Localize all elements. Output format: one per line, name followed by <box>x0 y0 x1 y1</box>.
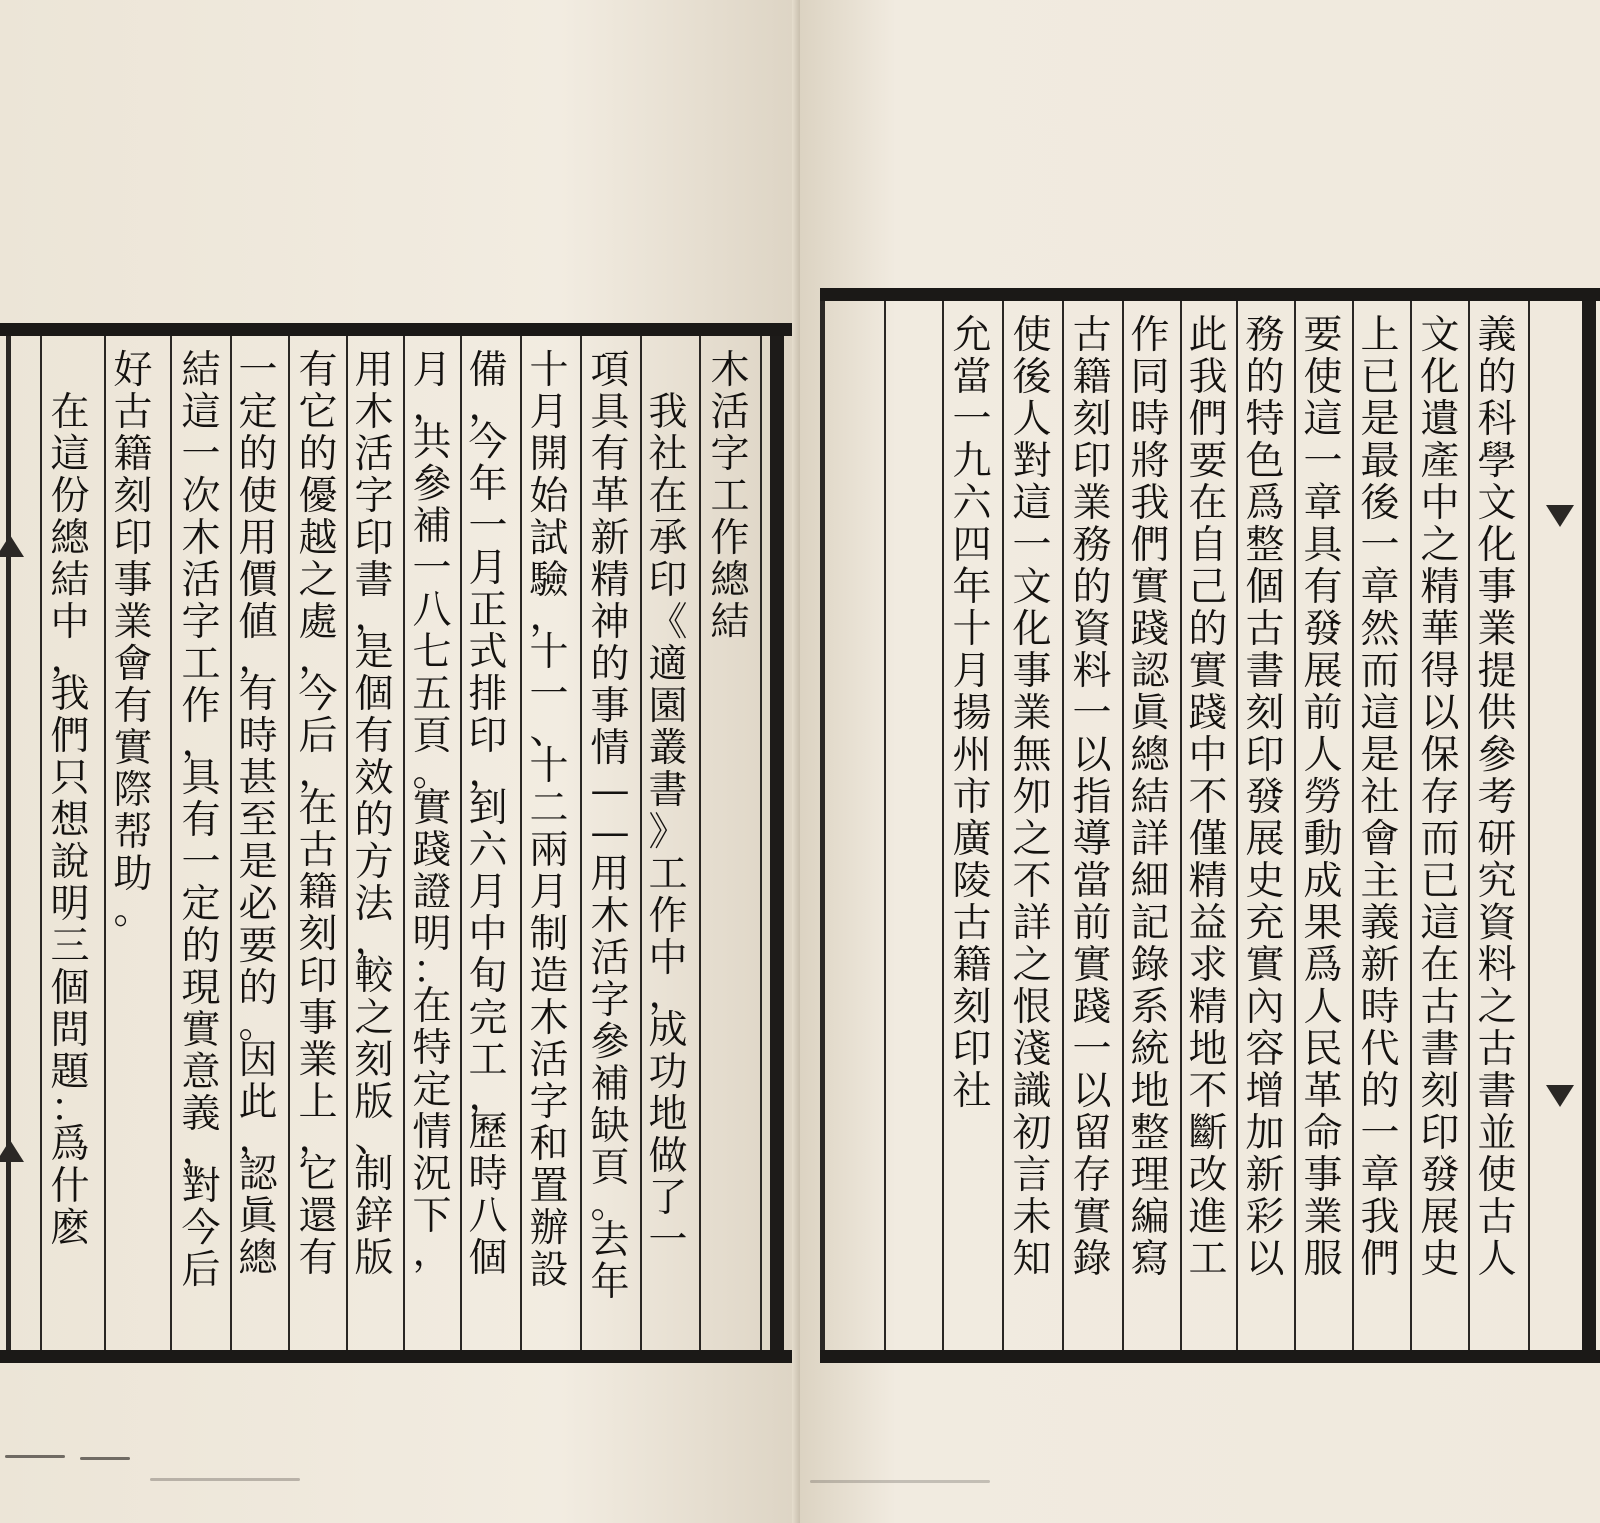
fishtail-mark <box>1546 505 1574 527</box>
frame-border-right <box>770 336 784 1350</box>
column-rule <box>1294 301 1296 1350</box>
fishtail-mark <box>0 1140 24 1162</box>
fishtail-mark <box>1546 1085 1574 1107</box>
column-rule <box>942 301 944 1350</box>
text-column: 結 這 一 次 木 活 字 工 作 ， 具 有 一 定 的 現 實 意 義 ， 對 今 后 <box>181 348 221 1293</box>
column-rule <box>104 336 106 1350</box>
text-column: 古 籍 刻 印 業 務 的 資 料 一 以 指 導 當 前 實 踐 一 以 留 存 實 錄 <box>1072 313 1112 1282</box>
column-rule <box>346 336 348 1350</box>
column-rule <box>288 336 290 1350</box>
column-rule <box>1236 301 1238 1350</box>
text-column: 要 使 這 一 章 具 有 發 展 前 人 勞 動 成 果 爲 人 民 革 命 事 業 服 <box>1303 313 1343 1282</box>
text-column: 義 的 科 學 文 化 事 業 提 供 參 考 研 究 資 料 之 古 書 並 使 古 人 <box>1477 313 1517 1282</box>
column-rule <box>170 336 172 1350</box>
text-column: 十 月 開 始 試 驗 ， 十 一 、 十 二 兩 月 制 造 木 活 字 和 置 辦 設 <box>529 348 569 1293</box>
right-text-frame <box>820 288 1600 1363</box>
text-column: 用 木 活 字 印 書 ， 是 個 有 效 的 方 法 ， 較 之 刻 版 、 制 鋅 版 <box>354 348 394 1281</box>
column-rule <box>640 336 642 1350</box>
text-column: 作 同 時 將 我 們 實 踐 認 眞 總 結 詳 細 記 錄 系 統 地 整 理 編 寫 <box>1130 313 1170 1282</box>
column-rule <box>1352 301 1354 1350</box>
column-rule <box>1468 301 1470 1350</box>
ink-speck <box>810 1480 990 1483</box>
column-rule <box>1062 301 1064 1350</box>
column-rule <box>1122 301 1124 1350</box>
text-column: 務 的 特 色 爲 整 個 古 書 刻 印 發 展 史 充 實 內 容 增 加 新 彩 以 <box>1245 313 1285 1282</box>
column-rule <box>884 301 886 1350</box>
column-rule <box>1528 301 1530 1350</box>
right-columns <box>820 301 1600 1350</box>
ink-speck <box>150 1478 300 1481</box>
frame-border-left <box>6 336 11 1350</box>
column-rule <box>1180 301 1182 1350</box>
text-column: 使 後 人 對 這 一 文 化 事 業 無 夘 之 不 詳 之 恨 淺 識 初 言 未 知 <box>1012 313 1052 1282</box>
frame-border-left <box>820 301 825 1350</box>
column-rule <box>520 336 522 1350</box>
left-columns <box>0 336 800 1350</box>
text-column: 備 ， 今 年 一 月 正 式 排 印 ， 到 六 月 中 旬 完 工 ， 歷 時 八 個 <box>468 348 508 1281</box>
ink-speck <box>80 1457 130 1460</box>
text-column: 月 ， 共 參 補 一 八 七 五 頁 。 實 踐 證 明 ： 在 特 定 情 況 下 ， <box>412 348 452 1275</box>
left-text-frame <box>0 323 800 1363</box>
fishtail-mark <box>0 535 24 557</box>
column-rule <box>230 336 232 1350</box>
column-rule <box>1002 301 1004 1350</box>
text-column: 一 定 的 使 用 價 値 ， 有 時 甚 至 是 必 要 的 。 因 此 ， 認 眞 總 <box>238 348 278 1281</box>
column-rule <box>1410 301 1412 1350</box>
text-column: 此 我 們 要 在 自 己 的 實 踐 中 不 僅 精 益 求 精 地 不 斷 改 進 工 <box>1188 313 1228 1282</box>
column-rule <box>699 336 701 1350</box>
frame-border-right <box>1582 301 1596 1350</box>
text-column: 項 具 有 革 新 精 神 的 事 情 — — 用 木 活 字 參 補 缺 頁 。 去 年 <box>590 348 630 1305</box>
column-rule <box>760 336 762 1350</box>
text-column: 上 已 是 最 後 一 章 然 而 這 是 社 會 主 義 新 時 代 的 一 章 我 們 <box>1360 313 1400 1282</box>
column-rule <box>460 336 462 1350</box>
text-column: 文 化 遺 產 中 之 精 華 得 以 保 存 而 已 這 在 古 書 刻 印 發 展 史 <box>1420 313 1460 1282</box>
text-column: 有 它 的 優 越 之 處 ， 今 后 ， 在 古 籍 刻 印 事 業 上 ， 它 還 有 <box>298 348 338 1281</box>
column-rule <box>40 336 42 1350</box>
text-column: 在 這 份 總 結 中 ， 我 們 只 想 說 明 三 個 問 題 ： 爲 什 麽 <box>50 390 90 1251</box>
text-column: 好 古 籍 刻 印 事 業 會 有 實 際 帮 助 。 <box>113 348 153 933</box>
text-column: 我 社 在 承 印 《 適 園 叢 書 》 工 作 中 ， 成 功 地 做 了 一 <box>648 390 688 1263</box>
ink-speck <box>5 1455 65 1458</box>
section-title: 木 活 字 工 作 總 結 <box>710 348 750 645</box>
column-rule <box>403 336 405 1350</box>
column-rule <box>580 336 582 1350</box>
text-column: 允 當 一 九 六 四 年 十 月 揚 州 市 廣 陵 古 籍 刻 印 社 <box>952 313 992 1114</box>
